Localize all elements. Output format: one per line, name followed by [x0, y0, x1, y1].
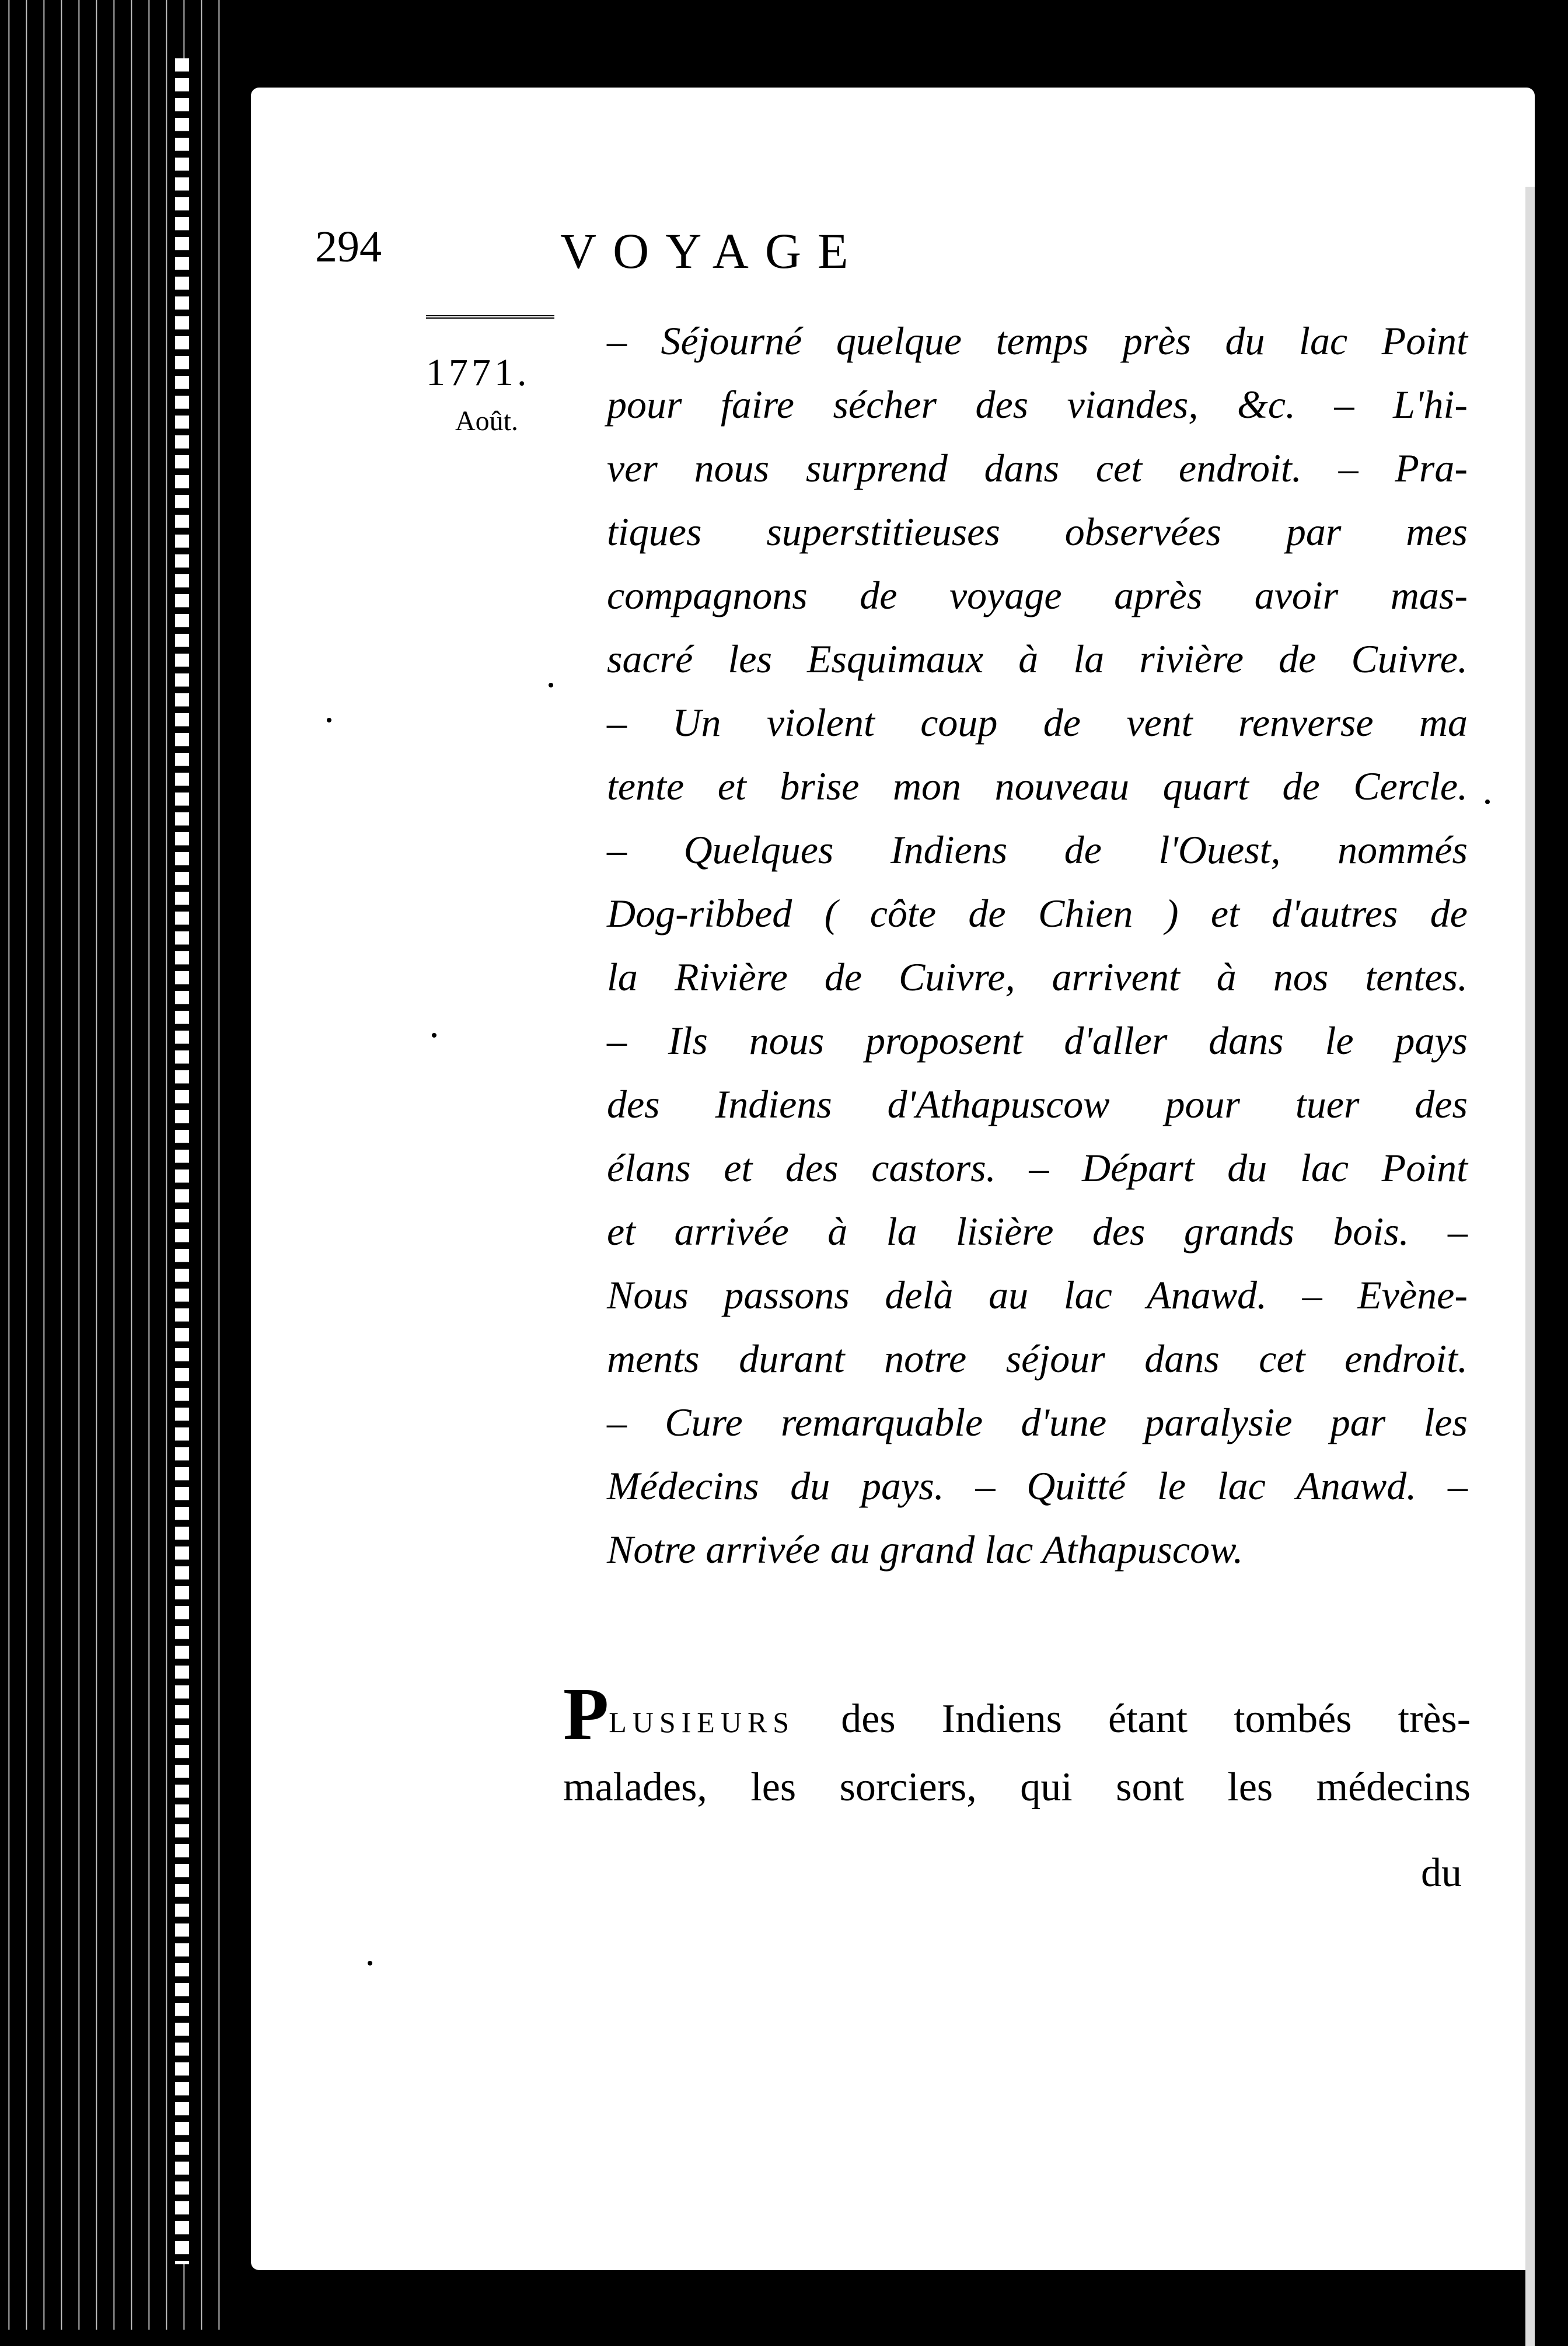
- summary-line: Dog-ribbed ( côte de Chien ) et d'autres de: [607, 891, 1468, 935]
- body-line-1: [563, 1673, 1471, 1755]
- page-number: 294: [315, 222, 382, 271]
- summary-line: Nous passons delà au lac Anawd. – Evène-: [607, 1273, 1468, 1317]
- margin-month: Août.: [455, 406, 518, 437]
- ink-speck: [1485, 800, 1490, 804]
- summary-line: – Quelques Indiens de l'Ouest, nommés: [607, 828, 1468, 872]
- ink-speck: [368, 1961, 372, 1966]
- summary-line: Médecins du pays. – Quitté le lac Anawd. –: [607, 1464, 1468, 1508]
- page-edge: [1525, 187, 1535, 2346]
- summary-line: et arrivée à la lisière des grands bois. –: [607, 1209, 1468, 1254]
- margin-notes: [426, 315, 566, 435]
- summary-line: sacré les Esquimaux à la rivière de Cuivre.: [607, 637, 1468, 681]
- summary-line: – Un violent coup de vent renverse ma: [607, 700, 1468, 745]
- summary-line: – Séjourné quelque temps près du lac Point: [607, 319, 1468, 363]
- margin-year: 1771.: [426, 351, 530, 394]
- ink-speck: [327, 718, 331, 722]
- summary-line: ments durant notre séjour dans cet endroit.: [607, 1336, 1468, 1381]
- summary-line: Notre arrivée au grand lac Athapuscow.: [607, 1527, 1244, 1572]
- summary-line: ver nous surprend dans cet endroit. – Pra-: [607, 446, 1468, 490]
- summary-line: tiques superstitieuses observées par mes: [607, 509, 1468, 554]
- page-header: [315, 222, 1190, 303]
- summary-line: des Indiens d'Athapuscow pour tuer des: [607, 1082, 1468, 1126]
- summary-line: la Rivière de Cuivre, arrivent à nos tentes.: [607, 955, 1468, 999]
- body-line-2: malades, les sorciers, qui sont les médecins: [563, 1765, 1471, 1810]
- summary-line: tente et brise mon nouveau quart de Cercle.: [607, 764, 1468, 808]
- drop-cap: P: [563, 1673, 609, 1755]
- body-line-1-text: des Indiens étant tombés très-: [841, 1696, 1471, 1741]
- margin-rule: [426, 315, 554, 324]
- summary-line: compagnons de voyage après avoir mas-: [607, 573, 1468, 617]
- small-caps-word: LUSIEURS: [609, 1706, 795, 1738]
- summary-line: élans et des castors. – Départ du lac Point: [607, 1146, 1468, 1190]
- chapter-summary: [607, 309, 1468, 1582]
- summary-line: – Cure remarquable d'une paralysie par les: [607, 1400, 1468, 1444]
- summary-line: – Ils nous proposent d'aller dans le pays: [607, 1018, 1468, 1063]
- spine-edge: [175, 58, 189, 2264]
- book-spine: [0, 0, 233, 2330]
- ink-speck: [549, 683, 553, 687]
- catchword: du: [1421, 1851, 1462, 1895]
- summary-line: pour faire sécher des viandes, &c. – L'hi-: [607, 382, 1468, 427]
- ink-speck: [432, 1033, 436, 1038]
- running-title: VOYAGE: [560, 223, 865, 279]
- body-text: [563, 1673, 1471, 1820]
